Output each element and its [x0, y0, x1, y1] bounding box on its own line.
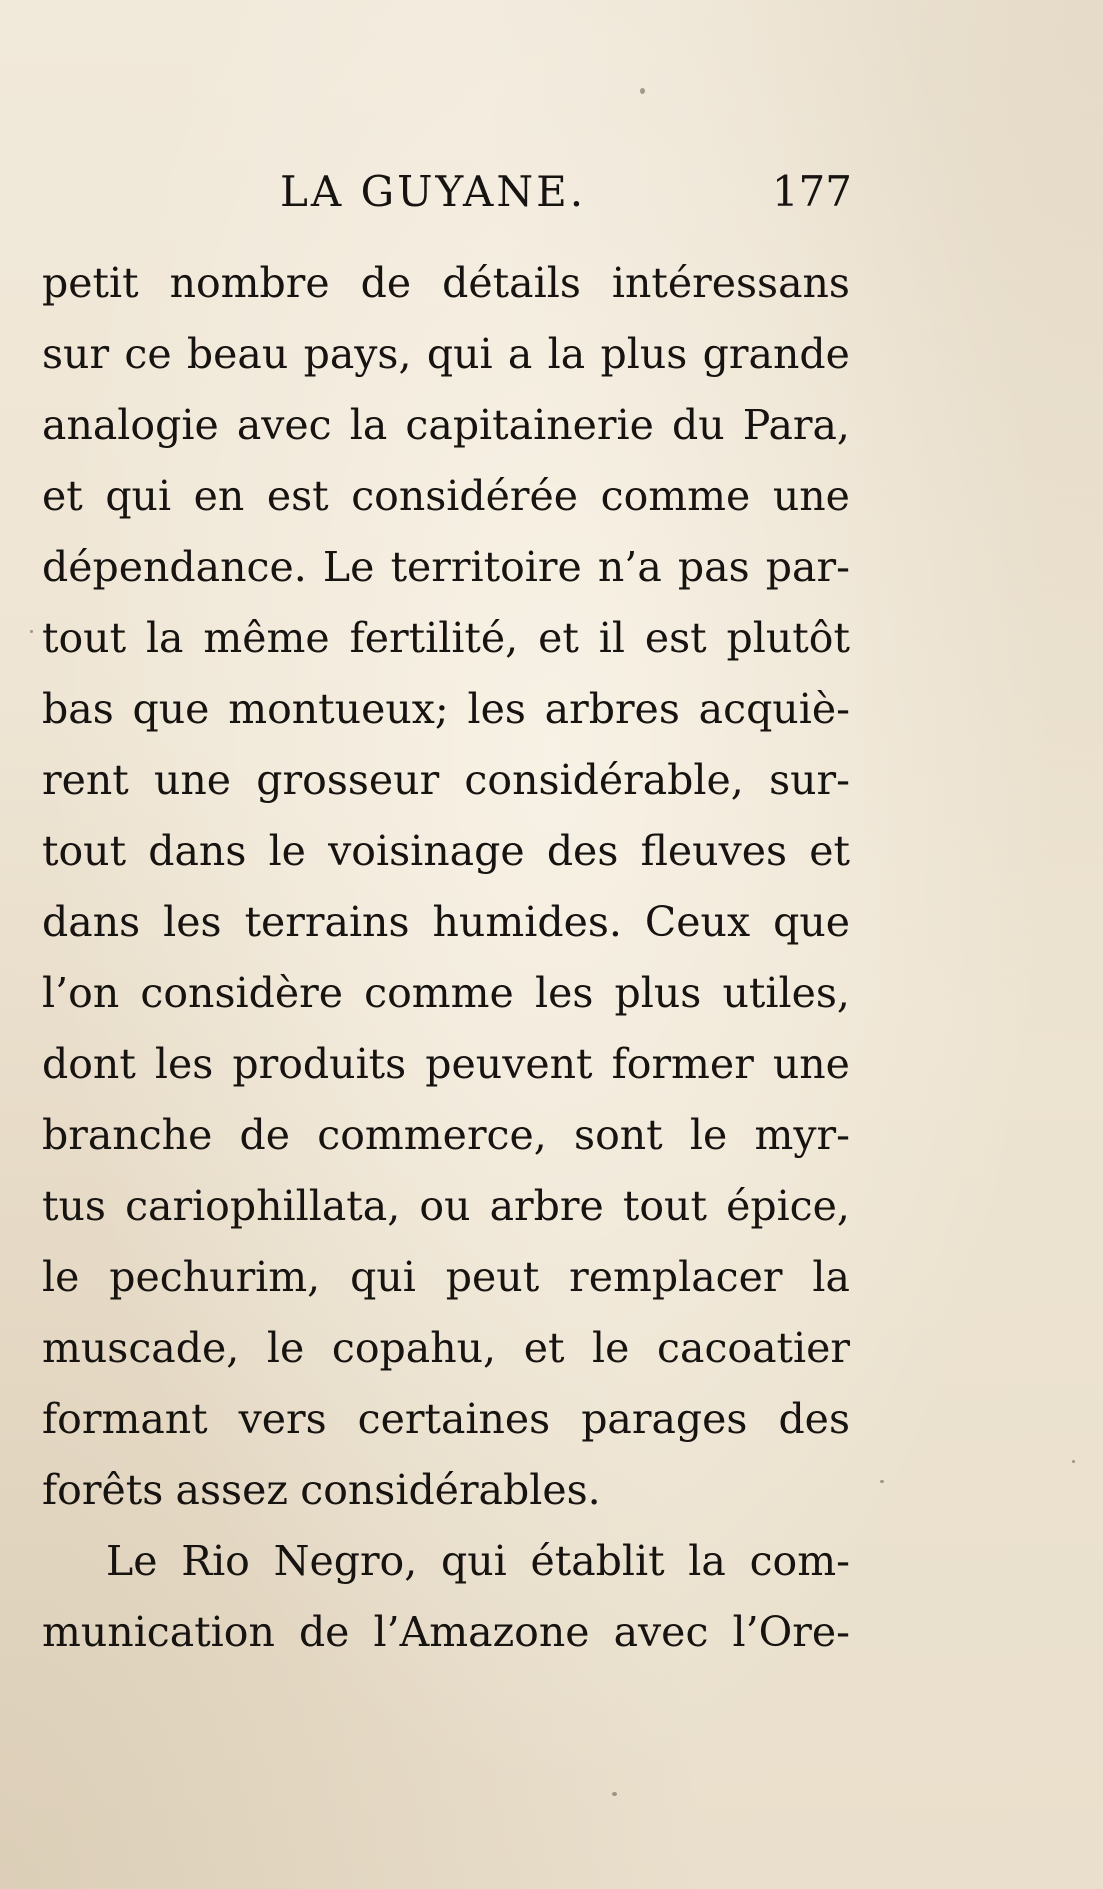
word: intéressans — [611, 259, 850, 307]
word: nombre — [169, 259, 330, 307]
word: Negro, — [273, 1537, 418, 1585]
word: établit — [530, 1537, 665, 1585]
word: le — [268, 827, 306, 875]
word: dont — [42, 1040, 136, 1088]
word: avec — [236, 401, 332, 449]
text-line-paragraph-start — [42, 1526, 850, 1597]
word: Rio — [181, 1537, 250, 1585]
word: et — [809, 827, 850, 875]
word: est — [644, 614, 707, 662]
word: les — [154, 1040, 214, 1088]
word: tout — [42, 614, 127, 662]
word: considérée — [351, 472, 579, 520]
word: que — [132, 685, 210, 733]
text-line — [42, 816, 850, 887]
word: bas — [42, 685, 114, 733]
word: il — [598, 614, 625, 662]
word: plus — [600, 330, 688, 378]
word: Le — [322, 543, 375, 591]
text-line — [42, 319, 850, 390]
word: pays, — [303, 330, 412, 378]
word: le — [689, 1111, 728, 1159]
word: terrains — [244, 898, 410, 946]
text-line-paragraph-end — [42, 1455, 850, 1526]
text-line — [42, 390, 850, 461]
word: territoire — [390, 543, 582, 591]
word: remplacer — [569, 1253, 783, 1301]
word: le — [42, 1253, 80, 1301]
word: analogie — [42, 401, 219, 449]
word: ce — [124, 330, 172, 378]
word: de — [298, 1608, 350, 1656]
word: capitainerie — [405, 401, 654, 449]
word: Le — [106, 1537, 158, 1585]
word: n’a — [597, 543, 662, 591]
word: de — [360, 259, 412, 307]
word: est — [266, 472, 329, 520]
word: épice, — [726, 1182, 850, 1230]
word: tus — [42, 1182, 106, 1230]
word: et — [523, 1324, 565, 1372]
word: parages — [581, 1395, 748, 1443]
text-line — [42, 532, 850, 603]
word: par- — [765, 543, 850, 591]
paper-speck — [30, 630, 33, 633]
text-line — [42, 887, 850, 958]
word: beau — [186, 330, 289, 378]
word: qui — [350, 1253, 416, 1301]
text-line — [42, 1029, 850, 1100]
word: arbres — [544, 685, 680, 733]
word: branche — [42, 1111, 213, 1159]
word: assez — [175, 1466, 288, 1514]
word: dans — [148, 827, 247, 875]
word: comme — [600, 472, 751, 520]
word: commerce, — [317, 1111, 547, 1159]
text-line — [42, 1313, 850, 1384]
word: formant — [42, 1395, 208, 1443]
word: une — [153, 756, 232, 804]
word: avec — [613, 1608, 709, 1656]
word: com- — [749, 1537, 850, 1585]
word: copahu, — [331, 1324, 497, 1372]
word: muscade, — [42, 1324, 240, 1372]
paper-speck — [612, 1792, 617, 1796]
running-title: LA GUYANE. — [280, 167, 587, 216]
word: plutôt — [726, 614, 850, 662]
word: petit — [42, 259, 139, 307]
word: qui — [105, 472, 172, 520]
word: cariophillata, — [125, 1182, 401, 1230]
word: la — [349, 401, 388, 449]
word: et — [538, 614, 579, 662]
word: forêts — [42, 1466, 164, 1514]
word: plus — [614, 969, 702, 1017]
word: grosseur — [256, 756, 440, 804]
word: détails — [442, 259, 581, 307]
text-line — [42, 745, 850, 816]
word: l’Amazone — [373, 1608, 590, 1656]
word: Ceux — [644, 898, 751, 946]
word: produits — [232, 1040, 407, 1088]
word: dans — [42, 898, 141, 946]
word: sur — [42, 330, 110, 378]
word: rent — [42, 756, 129, 804]
word: même — [203, 614, 330, 662]
word: considérable, — [464, 756, 744, 804]
word: fleuves — [640, 827, 788, 875]
word: pechurim, — [109, 1253, 321, 1301]
word: peuvent — [425, 1040, 593, 1088]
text-line — [42, 958, 850, 1029]
paper-speck — [880, 1480, 884, 1483]
word: arbre — [489, 1182, 604, 1230]
paper-speck — [640, 88, 645, 94]
page-number: 177 — [771, 167, 852, 216]
word: sur- — [769, 756, 850, 804]
word: acquiè- — [698, 685, 850, 733]
word: vers — [238, 1395, 327, 1443]
text-line — [42, 1171, 850, 1242]
word: myr- — [754, 1111, 850, 1159]
word: ou — [419, 1182, 471, 1230]
text-line — [42, 1597, 850, 1668]
text-line — [42, 674, 850, 745]
word: dépendance. — [42, 543, 307, 591]
text-line — [42, 1384, 850, 1455]
word: l’on — [42, 969, 120, 1017]
word: Para, — [742, 401, 850, 449]
text-line — [42, 1100, 850, 1171]
word: la — [145, 614, 184, 662]
word: les — [534, 969, 594, 1017]
word: une — [772, 1040, 850, 1088]
text-line — [42, 1242, 850, 1313]
word: tout — [622, 1182, 707, 1230]
word: grande — [702, 330, 850, 378]
word: humides. — [432, 898, 622, 946]
word: cacoatier — [657, 1324, 850, 1372]
word: l’Ore- — [732, 1608, 850, 1656]
word: la — [688, 1537, 726, 1585]
word: considérables. — [300, 1466, 601, 1514]
word: des — [778, 1395, 850, 1443]
text-line — [42, 248, 850, 319]
word: du — [671, 401, 725, 449]
word: la — [812, 1253, 850, 1301]
word: et — [42, 472, 83, 520]
word: la — [547, 330, 586, 378]
word: considère — [140, 969, 343, 1017]
word: une — [772, 472, 850, 520]
word: de — [239, 1111, 291, 1159]
word: en — [193, 472, 245, 520]
word: les — [467, 685, 526, 733]
word: le — [592, 1324, 630, 1372]
word: voisinage — [328, 827, 525, 875]
text-line — [42, 603, 850, 674]
word: des — [546, 827, 619, 875]
word: qui — [426, 330, 493, 378]
text-line — [42, 461, 850, 532]
body-text — [42, 248, 850, 1668]
word: montueux; — [228, 685, 449, 733]
running-header — [280, 162, 852, 222]
word: qui — [440, 1537, 507, 1585]
word: les — [163, 898, 222, 946]
word: utiles, — [722, 969, 850, 1017]
word: former — [611, 1040, 754, 1088]
word: comme — [364, 969, 514, 1017]
paper-speck — [1072, 1460, 1075, 1463]
word: munication — [42, 1608, 275, 1656]
word: que — [773, 898, 850, 946]
word: sont — [574, 1111, 663, 1159]
word: le — [266, 1324, 305, 1372]
word: a — [507, 330, 533, 378]
word: peut — [445, 1253, 540, 1301]
word: fertilité, — [349, 614, 519, 662]
word: pas — [677, 543, 750, 591]
word: tout — [42, 827, 127, 875]
word: certaines — [357, 1395, 551, 1443]
